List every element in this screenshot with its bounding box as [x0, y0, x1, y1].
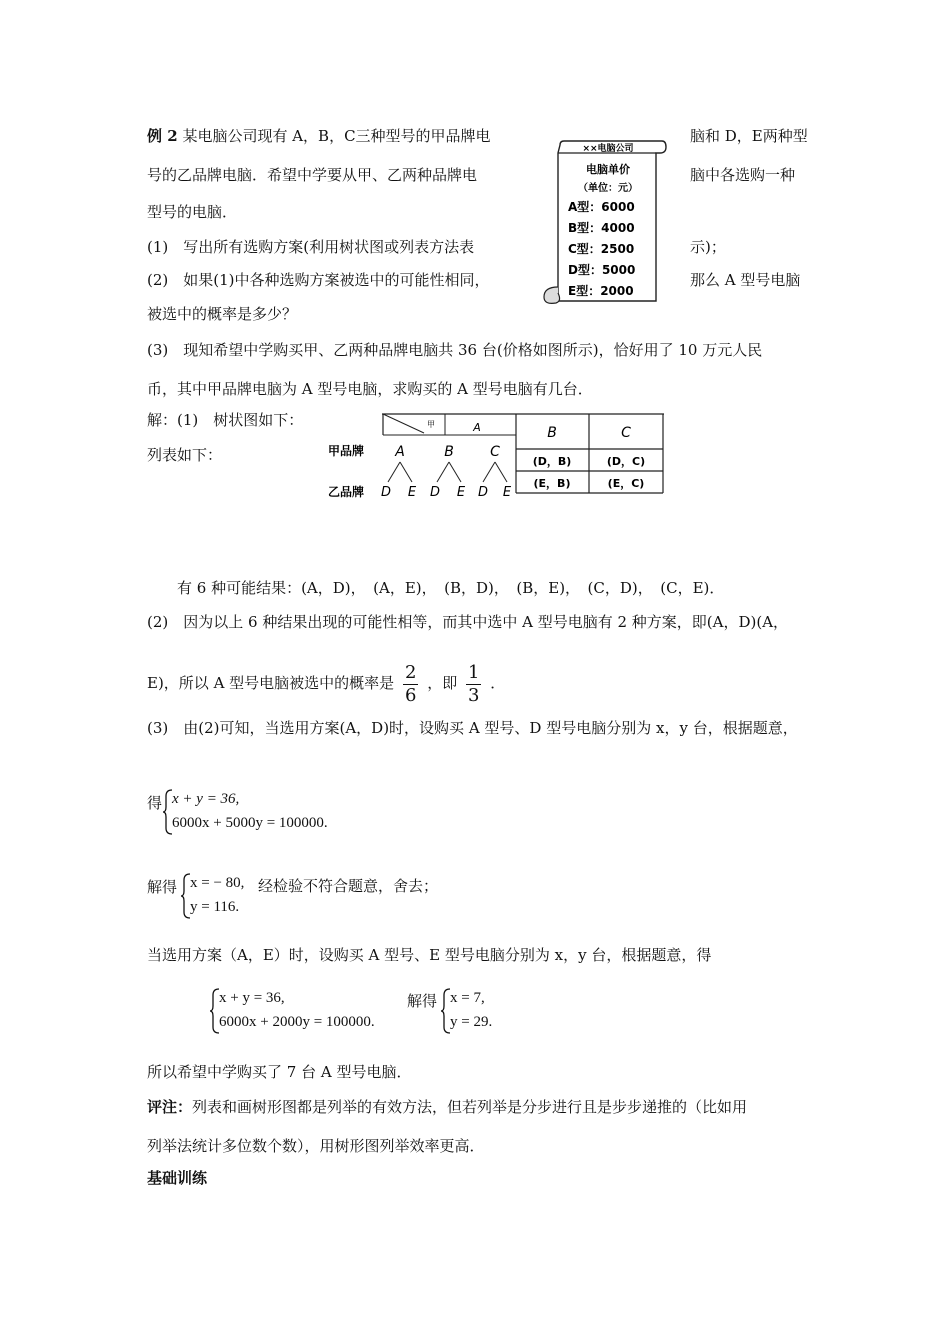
tree-jia-label: 甲品牌 [328, 444, 365, 458]
example-label: 例 2 [147, 127, 178, 145]
fraction-numerator: 1 [468, 661, 480, 683]
table-cell: (D，C) [606, 455, 646, 468]
question-3-a: (3) 现知希望中学购买甲、乙两种品牌电脑共 36 台(价格如图所示)，恰好用了 10 万元人民 [147, 341, 763, 359]
comment-label: 评注： [147, 1098, 193, 1116]
tree-leaf: D [380, 485, 392, 500]
fraction-one-third [466, 662, 481, 707]
fraction-denominator: 6 [404, 684, 417, 706]
table-cell: (E，C) [607, 477, 645, 490]
example-text-2-left: 号的乙品牌电脑．希望中学要从甲、乙两种品牌电 [147, 166, 478, 184]
table-col-header: B [547, 425, 557, 441]
case-e-line: 当选用方案（A，E）时，设购买 A 型号、E 型号电脑分别为 x，y 台，根据题意，得 [147, 946, 712, 964]
question-1-left: (1) 写出所有选购方案(利用树状图或列表方法表 [147, 238, 475, 256]
system1-row1: x + y = 36, [172, 791, 240, 807]
system2-note: 经检验不符合题意，舍去； [258, 877, 439, 895]
system2-row2: y = 116. [190, 899, 240, 915]
example-text-1-right: 脑和 D，E两种型 [690, 127, 808, 145]
comment-text-a: 列表和画树形图都是列举的有效方法，但若列举是分步进行且是步步递推的（比如用 [192, 1098, 748, 1116]
tree-leaf: E [502, 485, 512, 500]
table-col-header: A [473, 421, 481, 434]
price-board-header: ××电脑公司 [582, 144, 634, 154]
fraction-denominator: 3 [468, 684, 480, 706]
part2-end: ． [490, 674, 506, 692]
price-row: B型：4000 [568, 221, 635, 235]
price-board [538, 137, 670, 310]
conclusion-line: 所以希望中学购买了 7 台 A 型号电脑． [147, 1063, 412, 1081]
comment-line-b: 列举法统计多位数个数），用树形图列举效率更高． [147, 1137, 485, 1155]
results-line: 有 6 种可能结果：(A，D)， (A，E)， (B，D)， (B，E)， (C，D)， (C，E)． [177, 579, 725, 597]
fraction-two-sixths [403, 662, 418, 707]
question-1-right: 示)； [690, 238, 726, 256]
part2-line-b [147, 658, 505, 708]
example-text-1-left: 某电脑公司现有 A，B，C三种型号的甲品牌电 [182, 127, 491, 145]
tree-leaf: E [407, 485, 417, 500]
part2-line-a: (2) 因为以上 6 种结果出现的可能性相等，而其中选中 A 型号电脑有 2 种方案，即(A，D)(A， [147, 613, 789, 631]
example-line-1 [147, 126, 491, 146]
price-board-unit: （单位：元） [578, 183, 638, 194]
tree-yi-label: 乙品牌 [328, 485, 365, 499]
example-text-2-right: 脑中各选购一种 [690, 166, 796, 184]
price-board-title: 电脑单价 [586, 163, 630, 176]
comment-line-a [147, 1097, 747, 1117]
solution-intro: 解：(1) 树状图如下： [147, 411, 304, 429]
price-row: E型：2000 [568, 284, 634, 298]
scroll-curl-icon [544, 287, 560, 303]
table-col-header: C [621, 425, 631, 441]
system3-row2: 6000x + 2000y = 100000. [219, 1014, 375, 1030]
selection-table [382, 413, 666, 495]
de-label: 得 [147, 794, 163, 812]
table-cell: (D，B) [532, 455, 572, 468]
tree-leaf: D [429, 485, 441, 500]
part2-mid: ，即 [427, 674, 458, 692]
part3-line: (3) 由(2)可知，当选用方案(A，D)时，设购买 A 型号、D 型号电脑分别为 x，y 台，根据题意， [147, 719, 798, 737]
price-row: C型：2500 [568, 242, 635, 256]
example-text-3: 型号的电脑． [147, 203, 238, 221]
section-heading: 基础训练 [147, 1169, 208, 1187]
system4-row2: y = 29. [450, 1014, 493, 1030]
jiede-label: 解得 [147, 878, 178, 896]
tree-leaf: D [477, 485, 489, 500]
fraction-numerator: 2 [404, 661, 417, 683]
question-2-cont: 被选中的概率是多少？ [147, 305, 298, 323]
tree-node: B [444, 444, 454, 460]
system3-row1: x + y = 36, [219, 990, 285, 1006]
question-3-b: 币，其中甲品牌电脑为 A 型号电脑，求购买的 A 型号电脑有几台． [147, 380, 593, 398]
tree-leaf: E [456, 485, 466, 500]
system4-row1: x = 7, [450, 990, 485, 1006]
part2-text: E)，所以 A 型号电脑被选中的概率是 [147, 674, 395, 692]
question-2-right: 那么 A 型号电脑 [690, 271, 801, 289]
system2-row1: x = − 80, [190, 875, 245, 891]
table-cell: (E，B) [533, 477, 571, 490]
table-corner-top: 甲 [427, 420, 435, 429]
tree-node: C [490, 444, 500, 460]
jiede2-label: 解得 [407, 992, 438, 1010]
system1-row2: 6000x + 5000y = 100000. [172, 815, 328, 831]
price-row: D型：5000 [568, 263, 636, 277]
tree-node: A [395, 444, 405, 460]
price-row: A型：6000 [568, 200, 635, 214]
question-2-left: (2) 如果(1)中各种选购方案被选中的可能性相同， [147, 271, 490, 289]
table-intro: 列表如下： [147, 446, 223, 464]
